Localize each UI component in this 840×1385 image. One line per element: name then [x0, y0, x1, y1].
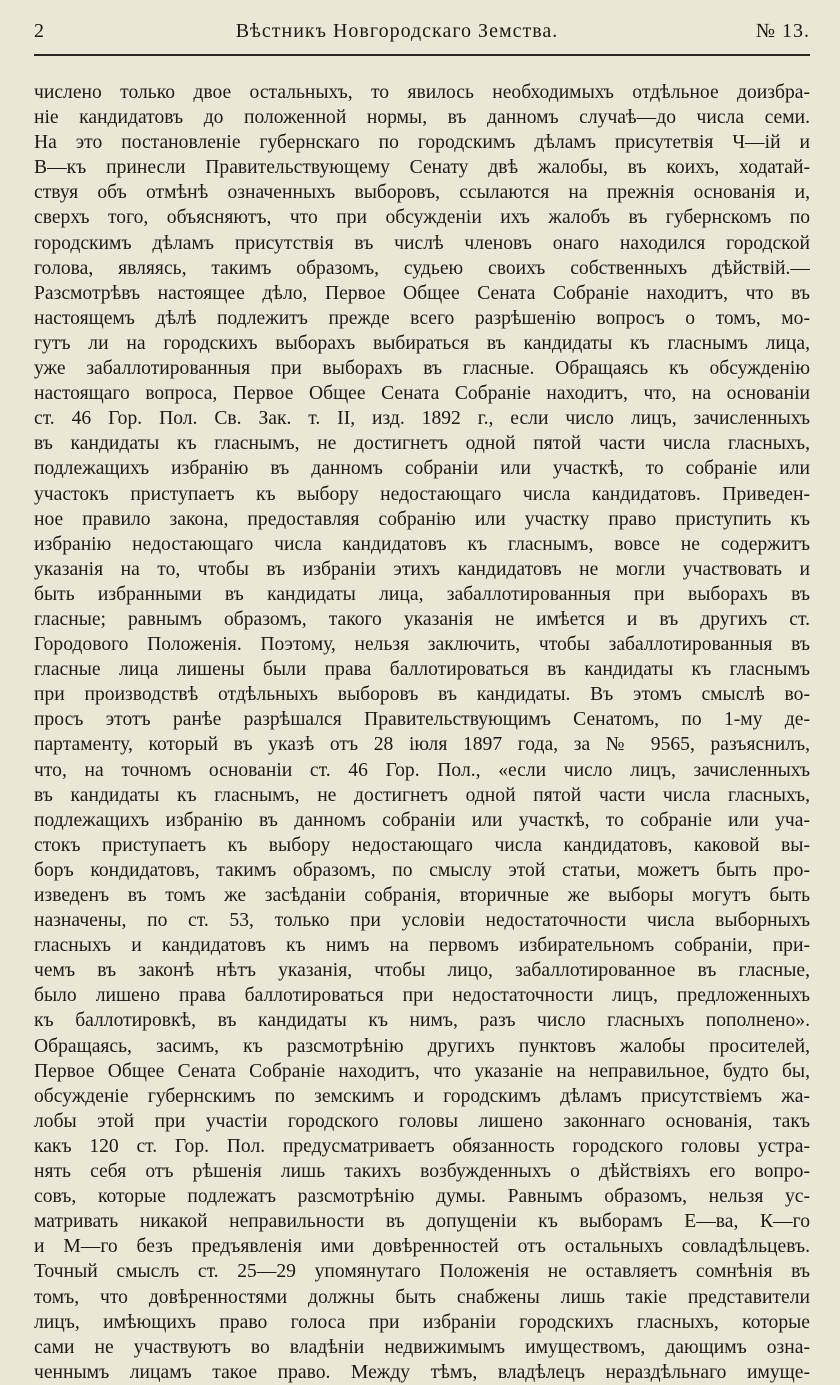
text-line: настоящаго вопроса, Первое Общее Сената Собраніе находитъ, что, на основаніи: [34, 383, 810, 405]
text-line: просъ этотъ ранѣе разрѣшался Правительствующимъ Сенатомъ, по 1-му де-: [34, 709, 810, 731]
text-line: и М—го безъ предъявленія ими довѣренностей отъ остальныхъ совладѣльцевъ.: [34, 1236, 810, 1258]
text-line: быть избранными въ кандидаты лица, забаллотированныя при выборахъ въ: [34, 583, 810, 605]
text-line: лобы этой при участіи городского головы лишено законнаго основанія, такъ: [34, 1110, 810, 1132]
text-line: ченнымъ лицамъ такое право. Между тѣмъ, владѣлецъ нераздѣльнаго имуще-: [34, 1361, 810, 1383]
text-line: назначены, по ст. 53, только при условіи недостаточности числа выборныхъ: [34, 910, 810, 932]
text-line: числено только двое остальныхъ, то явилось необходимыхъ отдѣльное доизбра-: [34, 82, 810, 103]
text-line: городскимъ дѣламъ присутствія въ числѣ членовъ онаго находился городской: [34, 232, 810, 254]
page-number: 2: [34, 20, 45, 42]
text-line: Обращаясь, засимъ, къ разсмотрѣнію другихъ пунктовъ жалобы просителей,: [34, 1035, 810, 1057]
issue-number: № 13.: [755, 20, 810, 42]
text-line: Первое Общее Сената Собраніе находитъ, что указаніе на неправильное, будто бы,: [34, 1060, 810, 1082]
text-line: гласные; равнымъ образомъ, такого указанія не имѣется и въ другихъ ст.: [34, 608, 810, 630]
text-line: гласные лица лишены были права баллотироваться въ кандидаты къ гласнымъ: [34, 659, 810, 681]
text-line: указанія на то, чтобы въ избраніи этихъ кандидатовъ не могли участвовать и: [34, 558, 810, 580]
text-line: нять себя отъ рѣшенія лишь такихъ возбужденныхъ о дѣйствіяхъ его вопро-: [34, 1161, 810, 1183]
header-rule: [34, 54, 810, 56]
text-line: что, на точномъ основаніи ст. 46 Гор. Пол., «если число лицъ, зачисленныхъ: [34, 759, 810, 781]
text-line: настоящемъ дѣлѣ подлежитъ прежде всего разрѣшенію вопросъ о томъ, мо-: [34, 307, 810, 329]
text-line: стокъ приступаетъ къ выбору недостающаго числа кандидатовъ, каковой вы-: [34, 834, 810, 856]
text-line: совъ, которые подлежатъ разсмотрѣнію думы. Равнымъ образомъ, нельзя ус-: [34, 1186, 810, 1208]
text-line: участокъ приступаетъ къ выбору недостающаго числа кандидатовъ. Приведен-: [34, 483, 810, 505]
running-header: [34, 20, 810, 48]
text-line: въ кандидаты къ гласнымъ, не достигнетъ одной пятой части числа гласныхъ,: [34, 784, 810, 806]
text-line: матривать никакой неправильности въ допущеніи къ выборамъ Е—ва, К—го: [34, 1211, 810, 1233]
text-line: было лишено права баллотироваться при недостаточности лицъ, предложенныхъ: [34, 985, 810, 1007]
journal-title: Вѣстникъ Новгородскаго Земства.: [235, 20, 559, 42]
text-line: томъ, что довѣренностями должны быть снабжены лишь такіе представители: [34, 1286, 810, 1308]
text-line: Городового Положенія. Поэтому, нельзя заключить, чтобы забаллотированныя въ: [34, 634, 810, 656]
text-line: чемъ въ законѣ нѣтъ указанія, чтобы лицо, забаллотированное въ гласные,: [34, 960, 810, 982]
text-line: ст. 46 Гор. Пол. Св. Зак. т. II, изд. 1892 г., если число лицъ, зачисленныхъ: [34, 408, 810, 430]
text-line: В—къ принесли Правительствующему Сенату двѣ жалобы, въ коихъ, ходатай-: [34, 157, 810, 179]
text-line: какъ 120 ст. Гор. Пол. предусматриваетъ обязанность городского головы устра-: [34, 1135, 810, 1157]
text-line: лицъ, имѣющихъ право голоса при избраніи городскихъ гласныхъ, которые: [34, 1311, 810, 1333]
text-line: ніе кандидатовъ до положенной нормы, въ данномъ случаѣ—до числа семи.: [34, 107, 810, 129]
text-line: ное правило закона, предоставляя собранію или участку право приступить къ: [34, 508, 810, 530]
text-line: уже забаллотированныя при выборахъ въ гласные. Обращаясь къ обсужденію: [34, 358, 810, 380]
text-line: ствуя объ отмѣнѣ означенныхъ выборовъ, ссылаются на прежнія основанія и,: [34, 182, 810, 204]
text-line: сами не участвуютъ во владѣніи недвижимымъ имуществомъ, дающимъ озна-: [34, 1336, 810, 1358]
text-line: избранію недостающаго числа кандидатовъ къ гласнымъ, вовсе не содержитъ: [34, 533, 810, 555]
text-line: боръ кондидатовъ, такимъ образомъ, по смыслу этой статьи, можетъ быть про-: [34, 859, 810, 881]
text-line: партаменту, который въ указѣ отъ 28 іюля 1897 года, за № 9565, разъяснилъ,: [34, 734, 810, 756]
text-line: при производствѣ отдѣльныхъ выборовъ въ кандидаты. Въ этомъ смыслѣ во-: [34, 684, 810, 706]
text-line: къ баллотировкѣ, въ кандидаты къ нимъ, разъ число гласныхъ пополнено».: [34, 1010, 810, 1032]
text-line: гласныхъ и кандидатовъ къ нимъ на первомъ избирательномъ собраніи, при-: [34, 935, 810, 957]
text-line: голова, являясь, такимъ образомъ, судьею своихъ собственныхъ дѣйствій.—: [34, 257, 810, 279]
text-line: Разсмотрѣвъ настоящее дѣло, Первое Общее Сената Собраніе находитъ, что въ: [34, 282, 810, 304]
text-line: сверхъ того, объясняютъ, что при обсужденіи ихъ жалобъ въ губернскомъ по: [34, 207, 810, 229]
text-line: обсужденіе губернскимъ по земскимъ и городскимъ дѣламъ присутствіемъ жа-: [34, 1085, 810, 1107]
text-line: подлежащихъ избранію въ данномъ собраніи или участкѣ, то собраніе или уча-: [34, 809, 810, 831]
text-line: На это постановленіе губернскаго по городскимъ дѣламъ присутетвія Ч—ій и: [34, 132, 810, 154]
text-line: подлежащихъ избранію въ данномъ собраніи или участкѣ, то собраніе или: [34, 458, 810, 480]
body-text: [34, 80, 810, 1385]
text-line: Точный смыслъ ст. 25—29 упомянутаго Положенія не оставляетъ сомнѣнія въ: [34, 1261, 810, 1283]
text-line: гутъ ли на городскихъ выборахъ выбираться въ кандидаты къ гласнымъ лица,: [34, 332, 810, 354]
text-line: изведенъ въ томъ же засѣданіи собранія, вторичные же выборы могутъ быть: [34, 885, 810, 906]
text-line: въ кандидаты къ гласнымъ, не достигнетъ одной пятой части числа гласныхъ,: [34, 433, 810, 455]
